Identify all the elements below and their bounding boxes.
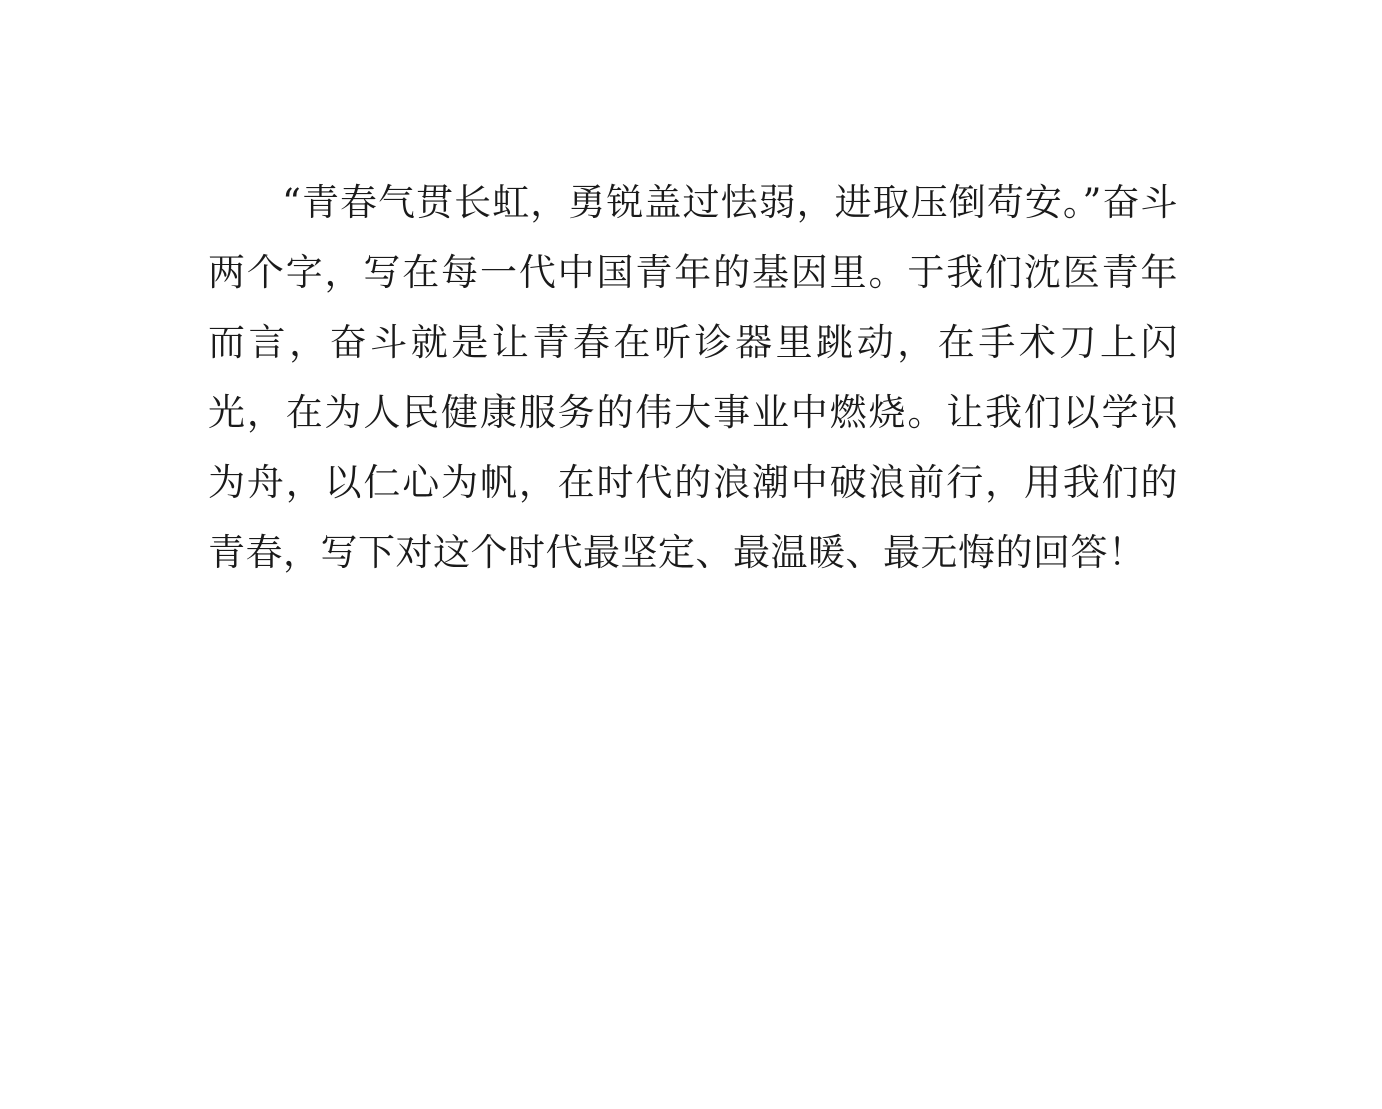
body-paragraph: “青春气贯长虹，勇锐盖过怯弱，进取压倒苟安。”奋斗两个字，写在每一代中国青年的基因里。于我们沈医青年而言，奋斗就是让青春在听诊器里跳动，在手术刀上闪光，在为人民健康服务的伟大事业中燃烧。让我们以学识为舟，以仁心为帆，在时代的浪潮中破浪前行，用我们的青春，写下对这个时代最坚定、最温暖、最无悔的回答！ bbox=[208, 181, 1178, 574]
document-body bbox=[208, 168, 1178, 588]
